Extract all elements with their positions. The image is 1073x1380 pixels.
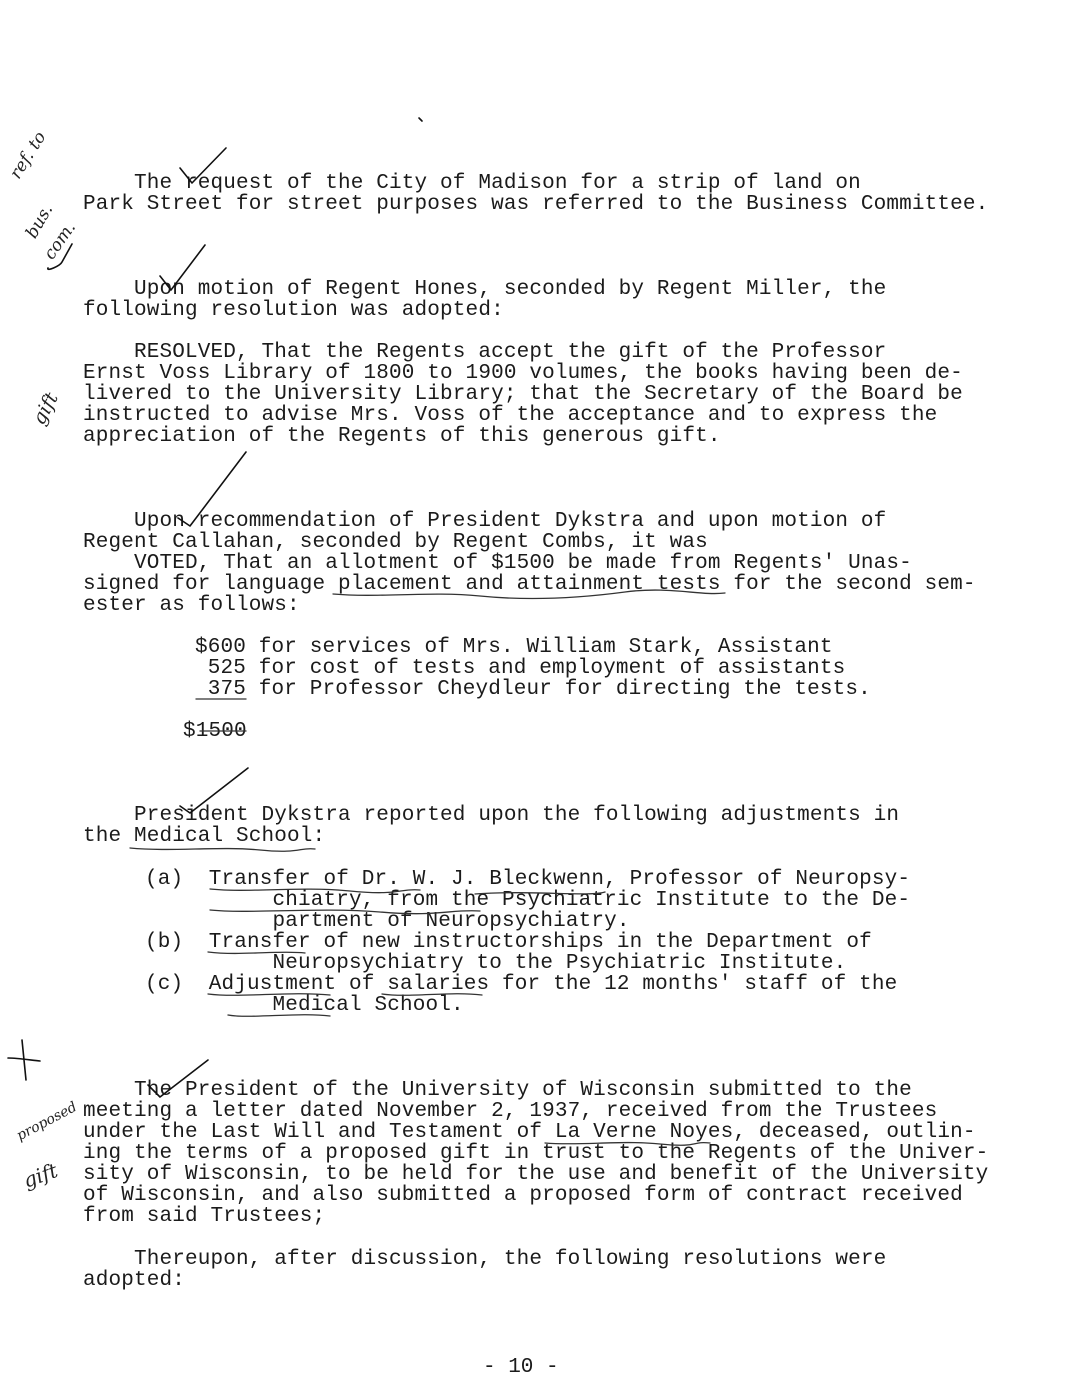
margin-note: com. [40, 218, 81, 264]
list-item: Medical School. [145, 994, 464, 1017]
text-line: from said Trustees; [83, 1205, 326, 1228]
list-item: (a) Transfer of Dr. W. J. Bleckwenn, Professor of Neuropsy- [145, 868, 911, 891]
text-line: instructed to advise Mrs. Voss of the acceptance and to express the [83, 404, 938, 427]
text-line: appreciation of the Regents of this generous gift. [83, 425, 721, 448]
list-item: Neuropsychiatry to the Psychiatric Institute. [145, 952, 847, 975]
text-line: Thereupon, after discussion, the following resolutions were [83, 1248, 887, 1271]
text-line: sity of Wisconsin, to be held for the use and benefit of the University [83, 1163, 989, 1186]
margin-note: proposed [14, 1099, 80, 1145]
text-line: ing the terms of a proposed gift in trust to the Regents of the Univer- [83, 1142, 989, 1165]
list-item: (c) Adjustment of salaries for the 12 months' staff of the [145, 973, 898, 996]
text-line: Upon motion of Regent Hones, seconded by Regent Miller, the [83, 278, 887, 301]
text-line: following resolution was adopted: [83, 299, 504, 322]
text-line: adopted: [83, 1269, 186, 1292]
text-line: VOTED, That an allotment of $1500 be made from Regents' Unas- [83, 552, 912, 575]
text-line: The President of the University of Wisconsin submitted to the [83, 1079, 912, 1102]
page-number: - 10 - [483, 1356, 559, 1379]
text-line: signed for language placement and attainment tests for the second sem- [83, 573, 976, 596]
text-line: ester as follows: [83, 594, 300, 617]
text-line: Ernst Voss Library of 1800 to 1900 volumes, the books having been de- [83, 362, 963, 385]
text-line: Upon recommendation of President Dykstra and upon motion of [83, 510, 887, 533]
text-line: of Wisconsin, and also submitted a proposed form of contract received [83, 1184, 963, 1207]
margin-note: ref. to [6, 128, 51, 183]
margin-note: bus. [22, 200, 58, 242]
text-line: The request of the City of Madison for a strip of land on [83, 172, 861, 195]
text-line: Regent Callahan, seconded by Regent Combs, it was [83, 531, 708, 554]
text-line: RESOLVED, That the Regents accept the gift of the Professor [83, 341, 887, 364]
text-line: livered to the University Library; that the Secretary of the Board be [83, 383, 963, 406]
list-item: partment of Neuropsychiatry. [145, 910, 630, 933]
allotment-total: $1500 [183, 720, 247, 743]
list-item: chiatry, from the Psychiatric Institute to the De- [145, 889, 911, 912]
text-line: under the Last Will and Testament of La Verne Noyes, deceased, outlin- [83, 1121, 976, 1144]
text-line: Park Street for street purposes was referred to the Business Committee. [83, 193, 989, 216]
text-line: meeting a letter dated November 2, 1937, received from the Trustees [83, 1100, 938, 1123]
allotment-line: 525 for cost of tests and employment of assistants [195, 657, 846, 680]
allotment-line: 375 for Professor Cheydleur for directing the tests. [195, 678, 871, 701]
text-line: President Dykstra reported upon the following adjustments in [83, 804, 900, 827]
text-line: the Medical School: [83, 825, 326, 848]
margin-note: gift [20, 1158, 61, 1193]
allotment-line: $600 for services of Mrs. William Stark, Assistant [195, 636, 833, 659]
margin-note: gift [28, 388, 63, 429]
list-item: (b) Transfer of new instructorships in the Department of [145, 931, 872, 954]
